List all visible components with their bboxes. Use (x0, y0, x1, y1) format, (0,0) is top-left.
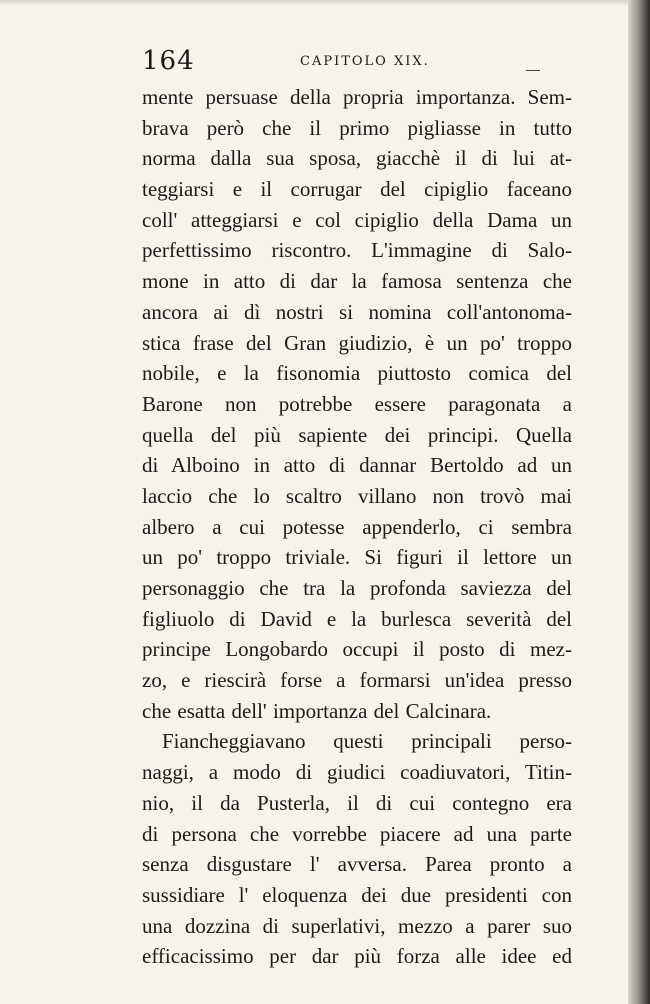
text-line: albero a cui potesse appenderlo, ci sembra (142, 514, 572, 539)
print-mark (526, 70, 540, 71)
text-line: coll' atteggiarsi e col cipiglio della Dama un (142, 207, 572, 232)
text-line: perfettissimo riscontro. L'immagine di Salo- (142, 238, 572, 263)
chapter-title: CAPITOLO XIX. (300, 54, 430, 69)
text-line: quella del più sapiente dei principi. Quella (142, 422, 572, 447)
text-line: efficacissimo per dar più forza alle idee ed (142, 944, 572, 969)
text-line: principe Longobardo occupi il posto di mez- (142, 637, 572, 662)
text-line: Fiancheggiavano questi principali perso- (162, 729, 572, 754)
text-line: stica frase del Gran giudizio, è un po' troppo (142, 330, 572, 355)
text-line: di Alboino in atto di dannar Bertoldo ad un (142, 453, 572, 478)
text-line: zo, e riescirà forse a formarsi un'idea presso (142, 668, 572, 693)
text-line: personaggio che tra la profonda saviezza del (142, 576, 572, 600)
text-line: Barone non potrebbe essere paragonata a (142, 391, 572, 416)
text-line: figliuolo di David e la burlesca severità del (142, 606, 572, 631)
text-line: una dozzina di superlativi, mezzo a parer suo (142, 913, 572, 938)
running-header (142, 44, 562, 80)
text-line: ancora ai dì nostri si nomina coll'antonoma- (142, 299, 572, 324)
paragraph-1 (142, 82, 572, 726)
text-line: brava però che il primo pigliasse in tutto (142, 115, 572, 140)
page-gutter-shadow (628, 0, 650, 1004)
text-line: mente persuase della propria importanza. Sem- (142, 85, 572, 109)
text-line: un po' troppo triviale. Si figuri il lettore un (142, 545, 572, 570)
body-text (142, 82, 572, 972)
text-line: mone in atto di dar la famosa sentenza che (142, 269, 572, 294)
text-line: nobile, e la fisonomia piuttosto comica del (142, 361, 572, 386)
text-line: norma dalla sua sposa, giacchè il di lui at- (142, 146, 572, 171)
page-number: 164 (142, 46, 195, 76)
text-line: sussidiare l' eloquenza dei due presidenti con (142, 882, 572, 907)
paragraph-2 (142, 726, 572, 972)
text-line: senza disgustare l' avversa. Parea pronto a (142, 852, 572, 877)
page-top-shadow (0, 0, 650, 6)
text-line: naggi, a modo di giudici coadiuvatori, Titin- (142, 760, 572, 785)
text-line: teggiarsi e il corrugar del cipiglio faceano (142, 177, 572, 202)
text-line: che esatta dell' importanza del Calcinara. (142, 698, 492, 723)
text-line: laccio che lo scaltro villano non trovò mai (142, 483, 572, 508)
text-line: nio, il da Pusterla, il di cui contegno era (142, 790, 572, 815)
text-line: di persona che vorrebbe piacere ad una parte (142, 821, 572, 846)
